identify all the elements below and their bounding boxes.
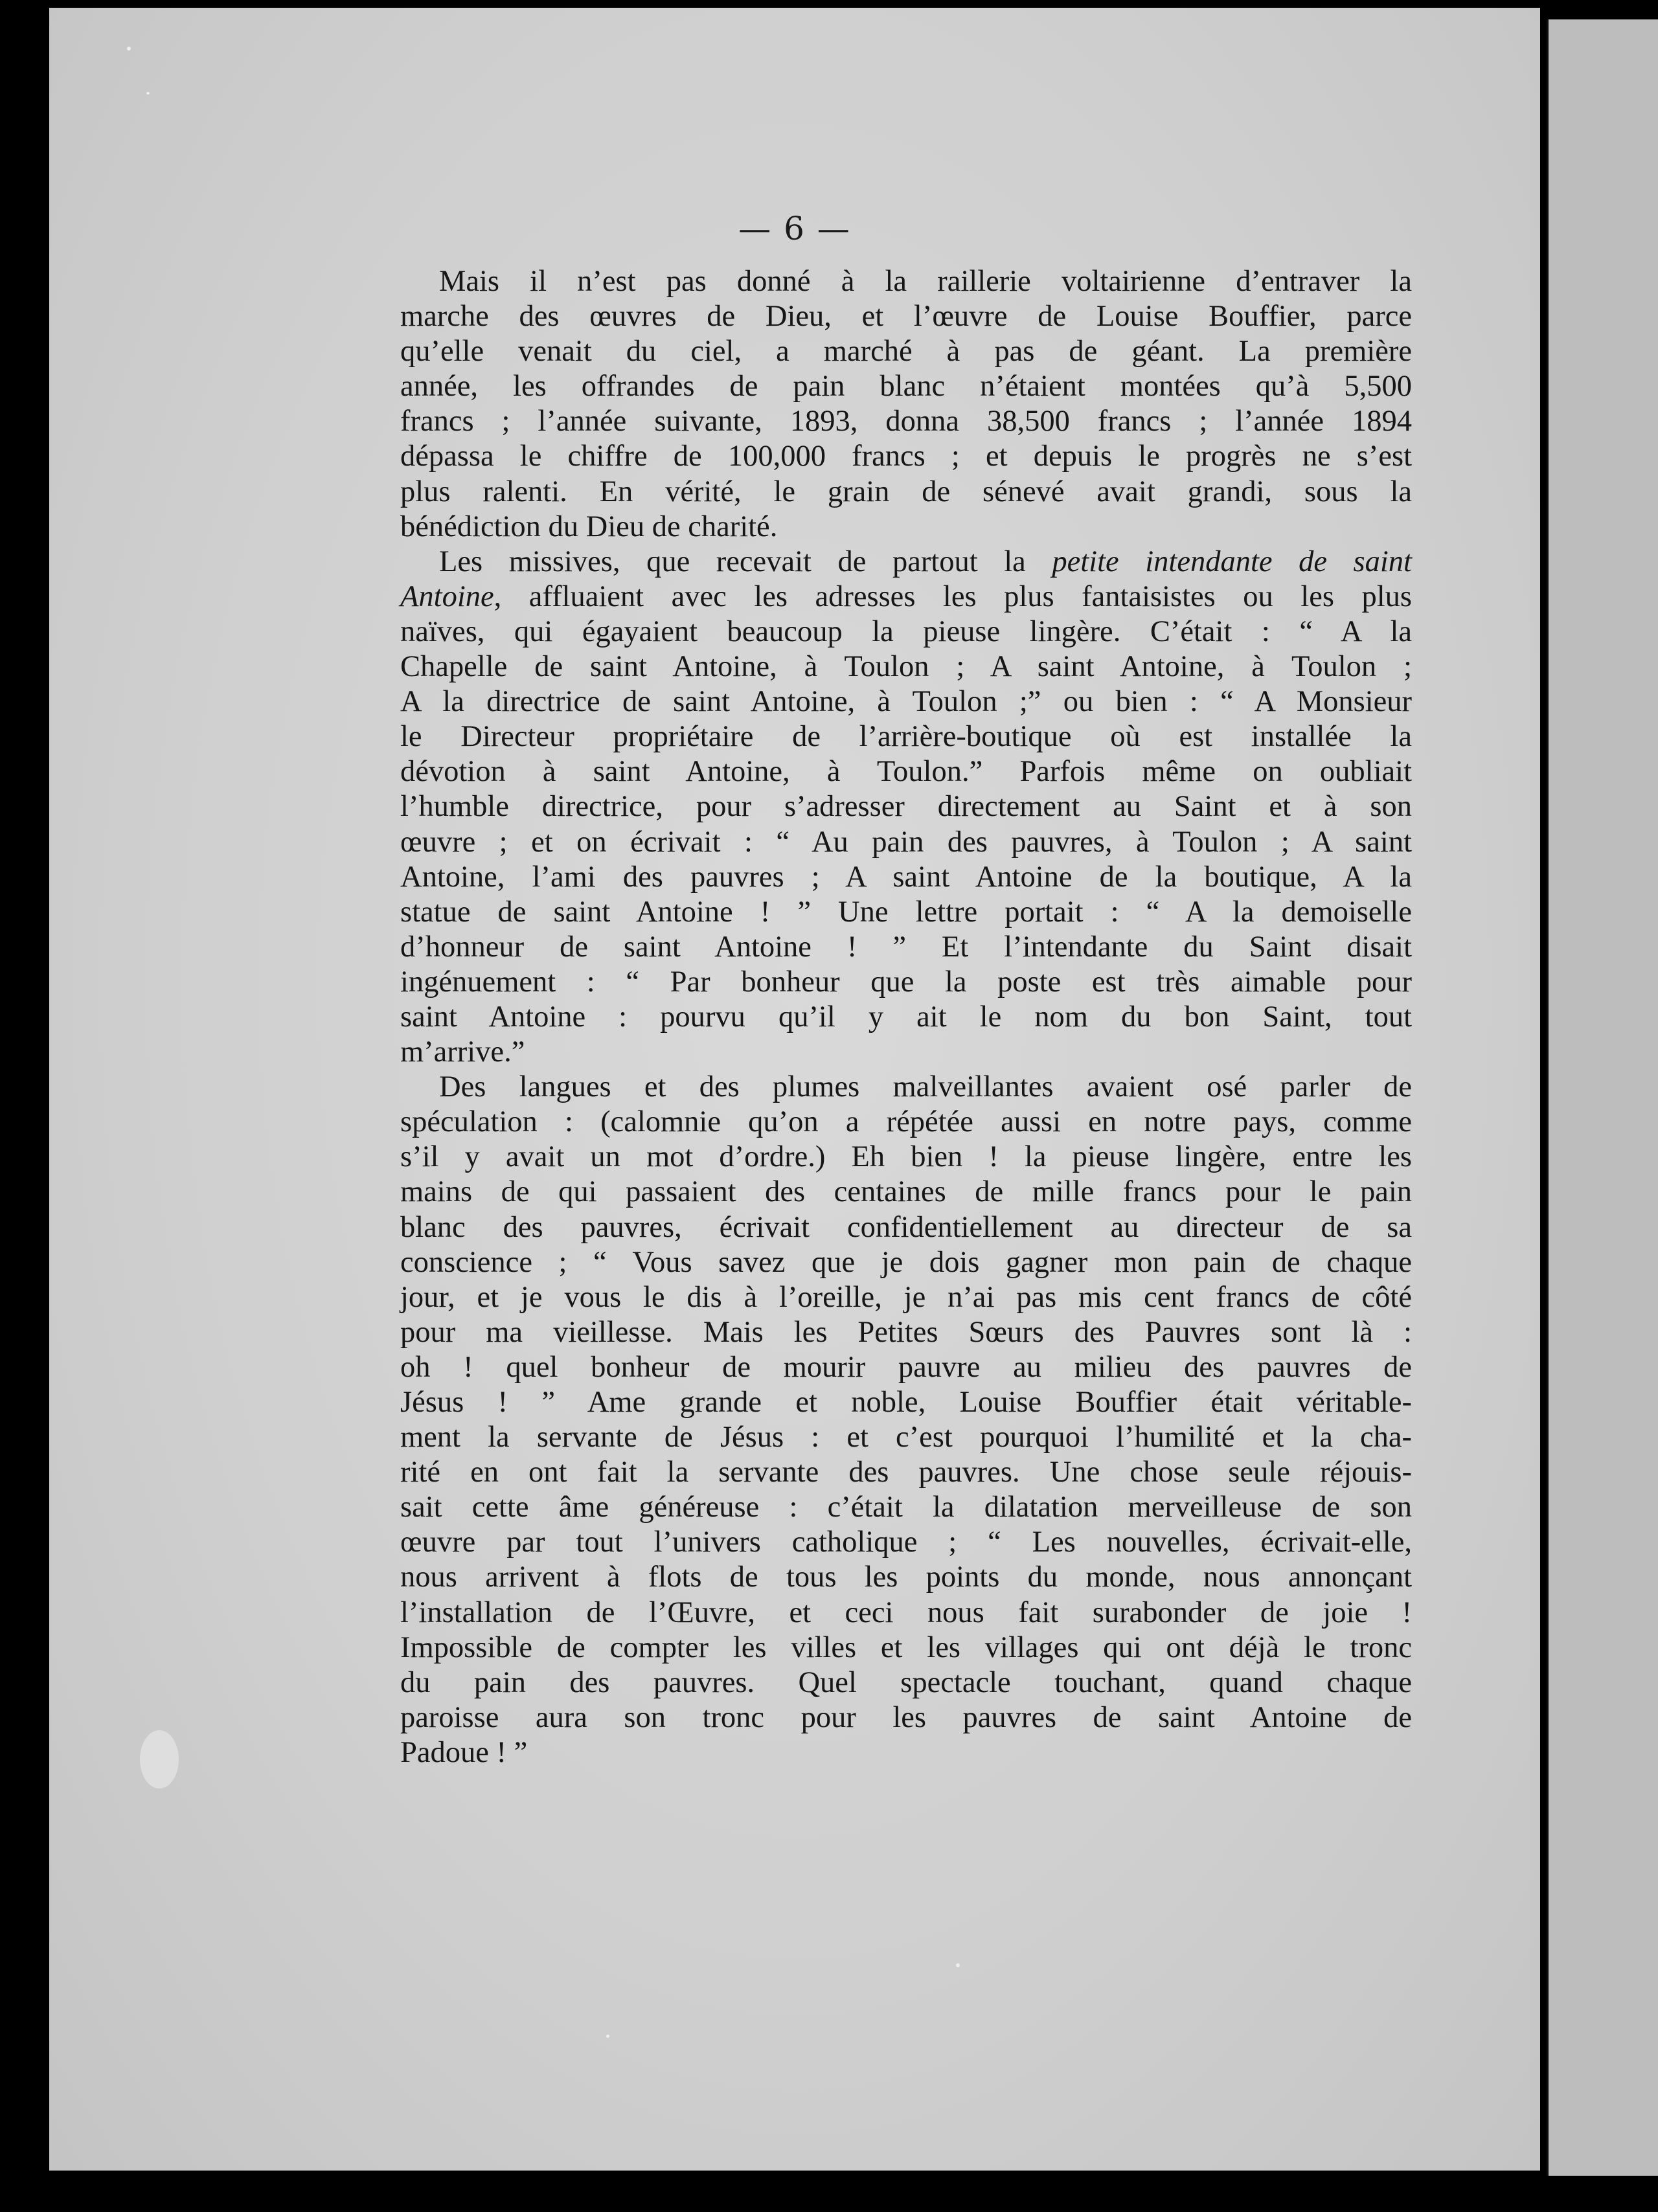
- text-line: Padoue ! ”: [400, 1735, 528, 1769]
- text-line: ment la servante de Jésus : et c’est pourquoi l’humilité et la cha-: [400, 1421, 1412, 1454]
- text-line: dépassa le chiffre de 100,000 francs ; et depuis le progrès ne s’est: [400, 440, 1412, 473]
- text-line: oh ! quel bonheur de mourir pauvre au milieu des pauvres de: [400, 1350, 1412, 1384]
- text-line: pour ma vieillesse. Mais les Petites Sœurs des Pauvres sont là :: [400, 1315, 1412, 1349]
- text-line: l’humble directrice, pour s’adresser directement au Saint et à son: [400, 790, 1412, 824]
- text-line: dévotion à saint Antoine, à Toulon.” Parfois même on oubliait: [400, 755, 1412, 789]
- text-line: spéculation : (calomnie qu’on a répétée aussi en notre pays, comme: [400, 1105, 1412, 1139]
- text-line: Jésus ! ” Ame grande et noble, Louise Bouffier était véritable-: [400, 1386, 1412, 1419]
- paragraph: [400, 264, 1412, 545]
- text-line: année, les offrandes de pain blanc n’étaient montées qu’à 5,500: [400, 370, 1412, 403]
- adjacent-page-edge: [1547, 19, 1658, 2176]
- text-line: Des langues et des plumes malveillantes avaient osé parler de: [439, 1070, 1412, 1104]
- text-line: mains de qui passaient des centaines de mille francs pour le pain: [400, 1175, 1412, 1209]
- text-line: nous arrivent à flots de tous les points du monde, nous annonçant: [400, 1561, 1412, 1594]
- text-line: bénédiction du Dieu de charité.: [400, 510, 778, 543]
- text-line: plus ralenti. En vérité, le grain de sénevé avait grandi, sous la: [400, 475, 1412, 508]
- text-line: s’il y avait un mot d’ordre.) Eh bien ! la pieuse lingère, entre les: [400, 1140, 1412, 1174]
- text-line: marche des œuvres de Dieu, et l’œuvre de Louise Bouffier, parce: [400, 300, 1412, 333]
- text-line: sait cette âme généreuse : c’était la dilatation merveilleuse de son: [400, 1491, 1412, 1524]
- text-line: le Directeur propriétaire de l’arrière-boutique où est installée la: [400, 720, 1412, 754]
- text-run: , affluaient avec les adresses les plus fantaisistes ou les plus: [494, 580, 1412, 613]
- text-line: qu’elle venait du ciel, a marché à pas de géant. La première: [400, 335, 1412, 368]
- text-line: [400, 580, 1412, 615]
- text-run: Les missives, que recevait de partout la: [439, 545, 1052, 578]
- text-line: saint Antoine : pourvu qu’il y ait le nom du bon Saint, tout: [400, 1000, 1412, 1033]
- text-line: rité en ont fait la servante des pauvres. Une chose seule réjouis-: [400, 1456, 1412, 1489]
- text-line: statue de saint Antoine ! ” Une lettre portait : “ A la demoiselle: [400, 895, 1412, 929]
- text-line: Impossible de compter les villes et les villages qui ont déjà le tronc: [400, 1631, 1412, 1664]
- paragraph: [400, 545, 1412, 1070]
- page-number: — 6 —: [738, 210, 851, 247]
- text-line: paroisse aura son tronc pour les pauvres de saint Antoine de: [400, 1700, 1412, 1734]
- text-line: l’installation de l’Œuvre, et ceci nous fait surabonder de joie !: [400, 1596, 1412, 1629]
- text-line: du pain des pauvres. Quel spectacle touchant, quand chaque: [400, 1665, 1412, 1699]
- text-line: m’arrive.”: [400, 1035, 525, 1069]
- text-line: francs ; l’année suivante, 1893, donna 38,500 francs ; l’année 1894: [400, 405, 1412, 438]
- text-line: œuvre ; et on écrivait : “ Au pain des pauvres, à Toulon ; A saint: [400, 825, 1412, 859]
- text-line: A la directrice de saint Antoine, à Toulon ;” ou bien : “ A Monsieur: [400, 685, 1412, 719]
- text-line: Antoine, l’ami des pauvres ; A saint Antoine de la boutique, A la: [400, 860, 1412, 894]
- text-line: Mais il n’est pas donné à la raillerie voltairienne d’entraver la: [439, 265, 1412, 298]
- text-line: œuvre par tout l’univers catholique ; “ Les nouvelles, écrivait-elle,: [400, 1526, 1412, 1559]
- body-text: [400, 264, 1412, 1770]
- paragraph: [400, 1070, 1412, 1770]
- italic-text: Antoine: [400, 580, 494, 613]
- text-line: jour, et je vous le dis à l’oreille, je n’ai pas mis cent francs de côté: [400, 1280, 1412, 1314]
- text-line: ingénuement : “ Par bonheur que la poste est très aimable pour: [400, 965, 1412, 999]
- italic-text: petite intendante de saint: [1052, 545, 1412, 578]
- text-line: naïves, qui égayaient beaucoup la pieuse lingère. C’était : “ A la: [400, 615, 1412, 648]
- text-line: conscience ; “ Vous savez que je dois gagner mon pain de chaque: [400, 1245, 1412, 1279]
- text-line: [400, 545, 1412, 580]
- text-line: blanc des pauvres, écrivait confidentiellement au directeur de sa: [400, 1210, 1412, 1244]
- text-line: Chapelle de saint Antoine, à Toulon ; A saint Antoine, à Toulon ;: [400, 650, 1412, 684]
- book-page: [49, 8, 1540, 2171]
- text-line: d’honneur de saint Antoine ! ” Et l’intendante du Saint disait: [400, 930, 1412, 964]
